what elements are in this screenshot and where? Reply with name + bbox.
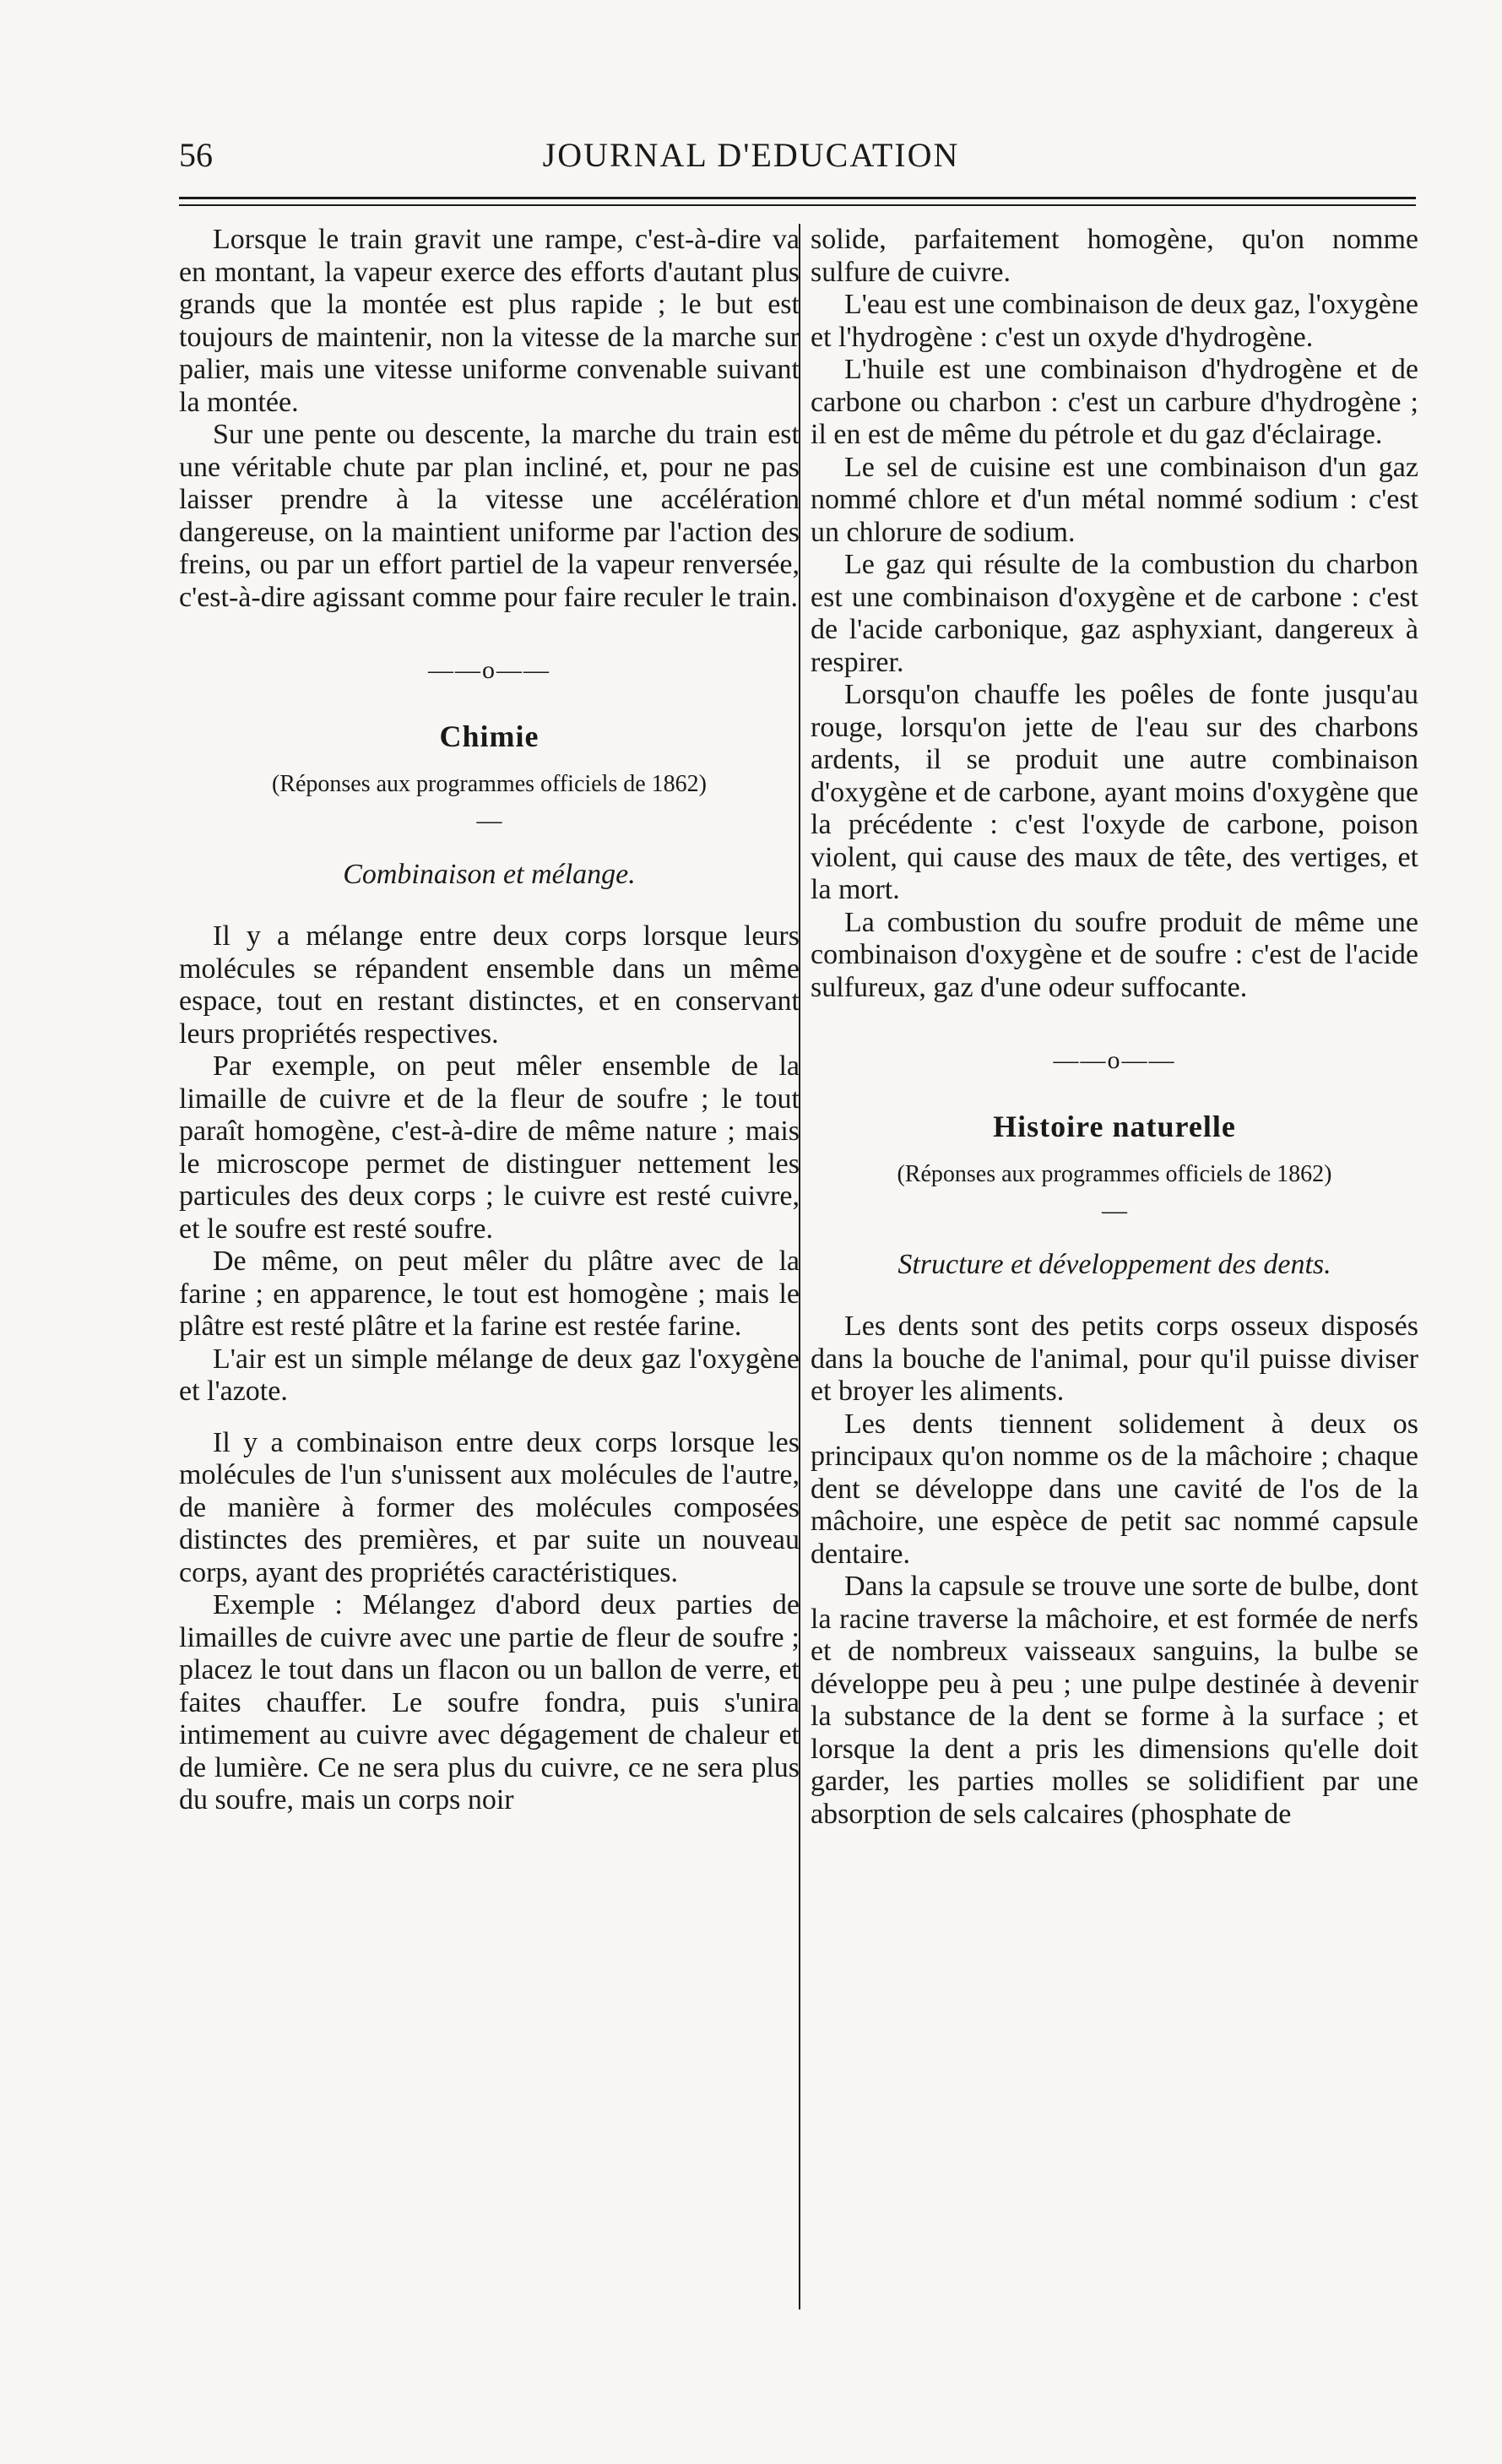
paragraph: Lorsque le train gravit une rampe, c'est-à-dire va en montant, la vapeur exerce des efforts d'autant plus grands que la montée est plus rapide ; le but est toujours de maintenir, non la vitesse de la marche sur palier, mais une vitesse uniforme convenable suivant la montée.: [179, 224, 800, 418]
section-subtitle: (Réponses aux programmes officiels de 1862): [897, 1161, 1332, 1187]
paragraph: Il y a combinaison entre deux corps lorsque les molécules de l'un s'unissent aux molécules de l'autre, de manière à former des molécules composées distinctes des premières, et par suite un nouveau corps, ayant des propriétés caractéristiques.: [179, 1426, 800, 1588]
paragraph: L'air est un simple mélange de deux gaz l'oxygène et l'azote.: [179, 1343, 800, 1407]
paragraph: De même, on peut mêler du plâtre avec de la farine ; en apparence, le tout est homogène ; mais le plâtre est resté plâtre et la farine est restée farine.: [179, 1246, 800, 1342]
paragraph: Le sel de cuisine est une combinaison d'un gaz nommé chlore et d'un métal nommé sodium : c'est un chlorure de sodium.: [811, 451, 1418, 548]
section-separator: ——o——: [1053, 1046, 1176, 1074]
section-dash: —: [1102, 1197, 1127, 1224]
left-column: [179, 224, 800, 1817]
journal-title: JOURNAL D'EDUCATION: [542, 136, 960, 174]
paragraph: Sur une pente ou descente, la marche du train est une véritable chute par plan incliné, et, pour ne pas laisser prendre à la vitesse une accélération dangereuse, on la maintient uniforme par l'action des freins, ou par un effort partiel de la vapeur renversée, c'est-à-dire agissant comme pour faire reculer le train.: [179, 419, 800, 613]
paragraph: Les dents sont des petits corps osseux disposés dans la bouche de l'animal, pour qu'il puisse diviser et broyer les aliments.: [811, 1311, 1418, 1407]
paragraph: Le gaz qui résulte de la combustion du charbon est une combinaison d'oxygène et de carbone : c'est de l'acide carbonique, gaz asphyxiant, dangereux à respirer.: [811, 549, 1418, 678]
paragraph: Lorsqu'on chauffe les poêles de fonte jusqu'au rouge, lorsqu'on jette de l'eau sur des charbons ardents, il se produit une autre combinaison d'oxygène et de carbone, ayant moins d'oxygène que la précédente : c'est l'oxyde de carbone, poison violent, qui cause des maux de tête, des vertiges, et la mort.: [811, 679, 1418, 905]
header-rule-top: [179, 197, 1416, 199]
section-dash: —: [476, 806, 502, 834]
section-title-chimie: Chimie: [439, 719, 540, 753]
page-number: 56: [179, 136, 213, 174]
paragraph: solide, parfaitement homogène, qu'on nomme sulfure de cuivre.: [811, 224, 1418, 288]
page-header: [0, 0, 1502, 198]
section-subtitle: (Réponses aux programmes officiels de 1862): [271, 771, 708, 797]
paragraph: Il y a mélange entre deux corps lorsque leurs molécules se répandent ensemble dans un même espace, tout en restant distinctes, et en conservant leurs propriétés respectives.: [179, 920, 800, 1050]
paragraph: La combustion du soufre produit de même une combinaison d'oxygène et de soufre : c'est de l'acide sulfureux, gaz d'une odeur suffocante.: [811, 906, 1418, 1003]
paragraph: L'huile est une combinaison d'hydrogène et de carbone ou charbon : c'est un carbure d'hydrogène ; il en est de même du pétrole et du gaz d'éclairage.: [811, 354, 1418, 450]
header-rule-bottom: [179, 204, 1416, 206]
section-title-histoire-naturelle: Histoire naturelle: [993, 1110, 1236, 1143]
paragraph: Les dents tiennent solidement à deux os principaux qu'on nomme os de la mâchoire ; chaque dent se développe dans une cavité de l'os de la mâchoire, une espèce de petit sac nommé capsule dentaire.: [811, 1408, 1418, 1570]
section-heading: Structure et développement des dents.: [897, 1249, 1331, 1280]
right-column: [811, 224, 1418, 1831]
section-separator: ——o——: [428, 656, 550, 684]
paragraph: Dans la capsule se trouve une sorte de bulbe, dont la racine traverse la mâchoire, et est formée de nerfs et de nombreux vaisseaux sanguins, la bulbe se développe peu à peu ; une pulpe destinée à devenir la substance de la dent se forme à la surface ; et lorsque la dent a pris les dimensions qu'elle doit garder, les parties molles se solidifient par une absorption de sels calcaires (phosphate de: [811, 1571, 1418, 1830]
paragraph: Exemple : Mélangez d'abord deux parties de limailles de cuivre avec une partie de fleur de soufre ; placez le tout dans un flacon ou un ballon de verre, et faites chauffer. Le soufre fondra, puis s'unira intimement au cuivre avec dégagement de chaleur et de lumière. Ce ne sera plus du cuivre, ce ne sera plus du soufre, mais un corps noir: [179, 1589, 800, 1815]
section-heading: Combinaison et mélange.: [343, 859, 636, 890]
paragraph: L'eau est une combinaison de deux gaz, l'oxygène et l'hydrogène : c'est un oxyde d'hydrogène.: [811, 289, 1418, 353]
paragraph: Par exemple, on peut mêler ensemble de la limaille de cuivre et de la fleur de soufre ; le tout paraît homogène, c'est-à-dire de même nature ; mais le microscope permet de distinguer nettement les particules des deux corps ; le cuivre est resté cuivre, et le soufre est resté soufre.: [179, 1050, 800, 1245]
